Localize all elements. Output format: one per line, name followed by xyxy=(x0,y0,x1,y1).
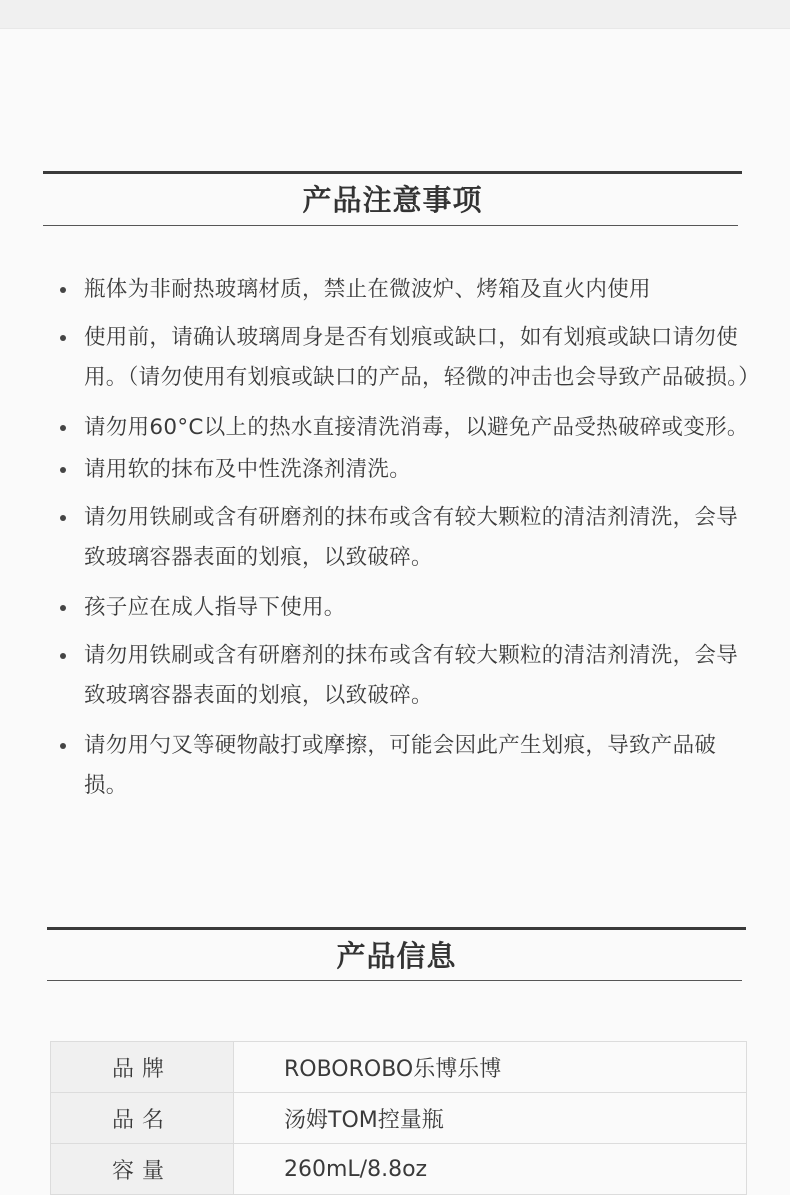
info-value-capacity: 260mL/8.8oz xyxy=(234,1144,747,1195)
notice-item: 使用前，请确认玻璃周身是否有划痕或缺口，如有划痕或缺口请勿使用。（请勿使用有划痕或缺口的产品，轻微的冲击也会导致产品破损。） xyxy=(84,318,754,398)
notice-title: 产品注意事项 xyxy=(302,183,483,217)
info-key-capacity: 容量 xyxy=(51,1144,234,1195)
header-rule-top xyxy=(47,927,746,930)
header-rule-top xyxy=(43,171,742,174)
info-key-brand: 品牌 xyxy=(51,1042,234,1093)
table-row xyxy=(51,1093,747,1144)
notice-item: 孩子应在成人指导下使用。 xyxy=(84,588,754,628)
info-key-name: 品名 xyxy=(51,1093,234,1144)
product-info-table xyxy=(50,1041,747,1195)
table-row xyxy=(51,1042,747,1093)
notice-item: 瓶体为非耐热玻璃材质，禁止在微波炉、烤箱及直火内使用 xyxy=(84,270,754,310)
info-title: 产品信息 xyxy=(336,939,457,973)
header-rule-bottom xyxy=(47,980,742,981)
info-section-header xyxy=(47,927,746,981)
header-rule-bottom xyxy=(43,225,738,226)
info-value-brand: ROBOROBO乐博乐博 xyxy=(234,1042,747,1093)
info-value-name: 汤姆TOM控量瓶 xyxy=(234,1093,747,1144)
notice-list xyxy=(84,270,761,806)
notice-section-header xyxy=(43,171,742,226)
notice-item: 请勿用铁刷或含有研磨剂的抹布或含有较大颗粒的清洁剂清洗，会导致玻璃容器表面的划痕，以致破碎。 xyxy=(84,636,754,716)
notice-item: 请勿用勺叉等硬物敲打或摩擦，可能会因此产生划痕，导致产品破损。 xyxy=(84,726,754,806)
notice-item: 请用软的抹布及中性洗涤剂清洗。 xyxy=(84,450,754,490)
notice-item: 请勿用铁刷或含有研磨剂的抹布或含有较大颗粒的清洁剂清洗，会导致玻璃容器表面的划痕，以致破碎。 xyxy=(84,498,754,578)
table-row xyxy=(51,1144,747,1195)
notice-item: 请勿用60°C以上的热水直接清洗消毒，以避免产品受热破碎或变形。 xyxy=(84,408,754,448)
top-bar xyxy=(0,0,790,29)
